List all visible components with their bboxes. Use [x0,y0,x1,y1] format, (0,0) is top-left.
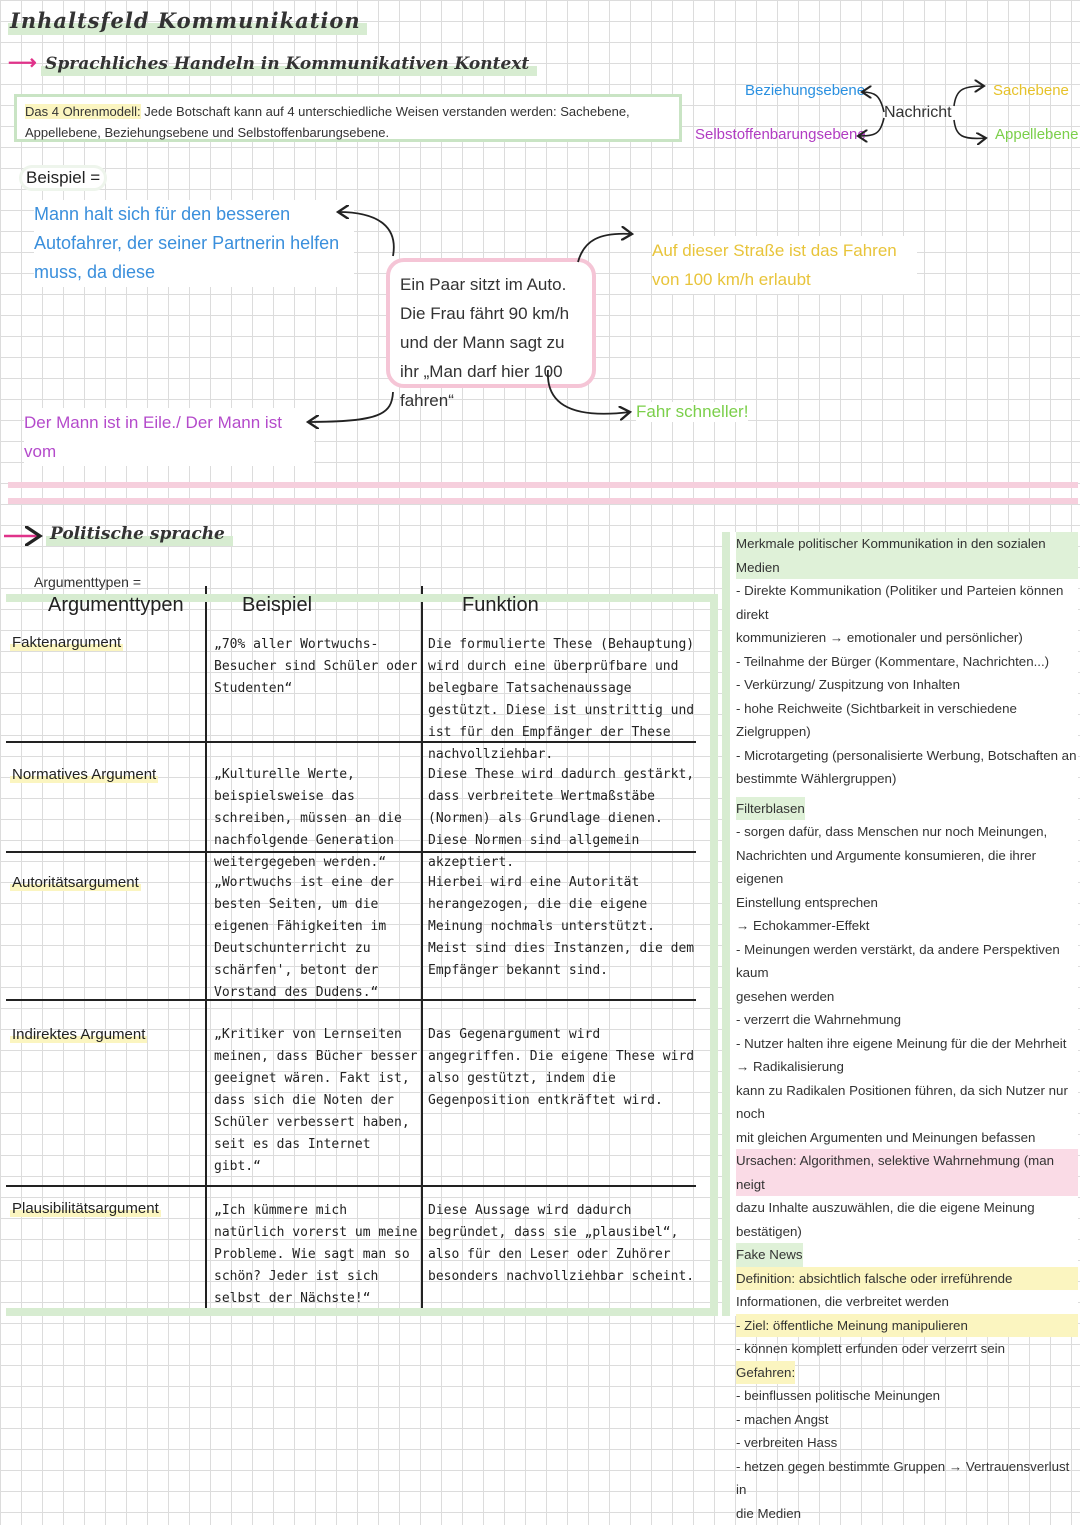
col-header-funktion: Funktion [462,594,539,617]
right-notes-line: die Medien [736,1502,1078,1525]
separator-stripe-1 [8,482,1078,488]
right-notes-line: Definition: absichtlich falsche oder irreführende [736,1267,1078,1291]
appell-example: Fahr schneller! [636,402,748,422]
right-notes-line: - hetzen gegen bestimmte Gruppen → Vertrauensverlust in [736,1455,1078,1502]
separator-stripe-2 [8,498,1078,504]
diagram-arrow-selbst [858,118,884,136]
right-notes-line: - Nutzer halten ihre eigene Meinung für die der Mehrheit [736,1032,1078,1056]
right-notes-line: - Verkürzung/ Zuspitzung von Inhalten [736,673,1078,697]
right-notes-line: - Ziel: öffentliche Meinung manipulieren [736,1314,1078,1338]
right-notes-line: - sorgen dafür, dass Menschen nur noch Meinungen, [736,820,1078,844]
right-notes-line: Informationen, die verbreitet werden [736,1290,1078,1314]
selbst-example: Der Mann ist in Eile./ Der Mann ist vom [24,408,314,466]
section2-heading: Politische sprache [46,524,233,546]
diagram-arrow-beziehung [862,92,884,112]
arrow-right-icon: ⟶ [8,52,37,74]
row-function-indirekt: Das Gegenargument wird angegriffen. Die eigene These wird also gestützt, indem die Gegenposition entkräftet wird. [428,1024,696,1112]
sach-example: Auf dieser Straße ist das Fahren von 100 km/h erlaubt [652,236,917,294]
right-notes-line: - können komplett erfunden oder verzerrt sein [736,1337,1078,1361]
row-example-indirekt: „Kritiker von Lernseiten meinen, dass Bücher besser geeignet wären. Fakt ist, dass sich die Noten der Schüler verbessert haben, seit es das Internet gibt.“ [214,1024,418,1178]
row-type-indirekt: Indirektes Argument [10,1026,147,1043]
row-function-normativ: Diese These wird dadurch gestärkt, dass verbreitete Wertmaßstäbe (Normen) als Grundlage dienen. Diese Normen sind allgemein akzeptiert. [428,764,696,874]
diagram-center: Nachricht [884,104,952,122]
argumenttypen-small-label: Argumenttypen = [34,574,141,590]
right-notes-line: - machen Angst [736,1408,1078,1432]
diagram-arrow-sach [954,86,984,106]
diagram-selbst: Selbstoffenbarungsebene [695,126,866,143]
diagram-beziehung: Beziehungsebene [745,82,865,99]
right-notes-line: - hohe Reichweite (Sichtbarkeit in verschiedene Zielgruppen) [736,697,1078,744]
row-type-normativ: Normatives Argument [10,766,158,783]
row-type-plausibilitaet: Plausibilitätsargument [10,1200,161,1217]
row-example-plausibilitaet: „Ich kümmere mich natürlich vorerst um meine Probleme. Wie sagt man so schön? Jeder ist sich selbst der Nächste!“ [214,1200,418,1310]
row-example-normativ: „Kulturelle Werte, beispielsweise das schreiben, müssen an die nachfolgende Generation weitergegeben werden.“ [214,764,418,874]
right-notes-line: - Direkte Kommunikation (Politiker und Parteien können direkt [736,579,1078,626]
row-function-plausibilitaet: Diese Aussage wird dadurch begründet, dass sie „plausibel“, also für den Leser oder Zuhörer besonders nachvollziehbar scheint. [428,1200,696,1288]
right-notes-line: - verbreiten Hass [736,1431,1078,1455]
diagram-arrow-appell [954,120,986,138]
right-notes-line: gesehen werden [736,985,1078,1009]
speech-bubble: Ein Paar sitzt im Auto. Die Frau fährt 90 km/h und der Mann sagt zu ihr „Man darf hier 100 fahren“ [386,258,596,388]
right-notes-line: Einstellung entsprechen [736,891,1078,915]
col-header-types: Argumenttypen [48,594,184,617]
arrow-to-selbst [308,392,393,422]
beispiel-label: Beispiel = [22,168,104,188]
right-notes-line: dazu Inhalte auszuwählen, die die eigene Meinung bestätigen) [736,1196,1078,1243]
row-example-autoritaet: „Wortwuchs ist eine der besten Seiten, um die eigenen Fähigkeiten im Deutschunterricht zu schärfen', betont der Vorstand des Dudens.“ [214,872,418,1004]
right-notes-line: - beinflussen politische Meinungen [736,1384,1078,1408]
arrow-to-beziehung [338,212,394,256]
right-notes-line: Gefahren: [736,1361,795,1385]
arrow-to-appell [548,370,630,414]
right-notes-line: bestimmte Wählergruppen) [736,767,1078,791]
right-notes-line: - verzerrt die Wahrnehmung [736,1008,1078,1032]
row-function-autoritaet: Hierbei wird eine Autorität herangezogen, die die eigene Meinung nochmals unterstützt. Meist sind dies Instanzen, die dem Empfänger bekannt sind. [428,872,696,982]
right-notes-line: kann zu Radikalen Positionen führen, da sich Nutzer nur noch [736,1079,1078,1126]
diagram-appell: Appellebene [995,126,1078,143]
model-label: Das 4 Ohrenmodell: [25,104,141,119]
right-notes-line: kommunizieren → emotionaler und persönlicher) [736,626,1078,650]
arrow-to-sach [578,234,632,262]
right-notes-line: - Meinungen werden verstärkt, da andere Perspektiven kaum [736,938,1078,985]
filterblasen-heading: Filterblasen [736,797,805,821]
row-type-autoritaet: Autoritätsargument [10,874,141,891]
right-notes-line: → Radikalisierung [736,1055,1078,1079]
model-text: Jede Botschaft kann auf 4 unterschiedliche Weisen verstanden werden: Sachebene, Appellebene, Beziehungsebene und Selbstoffenbarungsebene. [25,104,630,140]
diagram-sach: Sachebene [993,82,1069,99]
right-notes-line: Nachrichten und Argumente konsumieren, die ihrer eigenen [736,844,1078,891]
right-notes-line: Ursachen: Algorithmen, selektive Wahrnehmung (man neigt [736,1149,1078,1196]
row-function-faktenargument: Die formulierte These (Behauptung) wird durch eine überprüfbare und belegbare Tatsachenaussage gestützt. Diese ist unstrittig und ist für den Empfänger der These nachvollziehbar. [428,634,696,766]
fake-news-heading: Fake News [736,1243,803,1267]
right-notes-heading: Merkmale politischer Kommunikation in den sozialen Medien [736,532,1078,579]
right-notes-line: mit gleichen Argumenten und Meinungen befassen [736,1126,1078,1150]
right-notes-line: - Teilnahme der Bürger (Kommentare, Nachrichten...) [736,650,1078,674]
row-example-faktenargument: „70% aller Wortwuchs-Besucher sind Schüler oder Studenten“ [214,634,418,700]
beziehung-example: Mann halt sich für den besseren Autofahrer, der seiner Partnerin helfen muss, da diese [34,200,354,287]
page-title: Inhaltsfeld Kommunikation [8,8,367,35]
section1-heading: Sprachliches Handeln in Kommunikativen Kontext [41,54,537,76]
col-header-beispiel: Beispiel [242,594,312,617]
right-notes [722,532,1078,1316]
right-notes-line: - Microtargeting (personalisierte Werbung, Botschaften an [736,744,1078,768]
row-type-faktenargument: Faktenargument [10,634,123,651]
right-notes-line: → Echokammer-Effekt [736,914,1078,938]
